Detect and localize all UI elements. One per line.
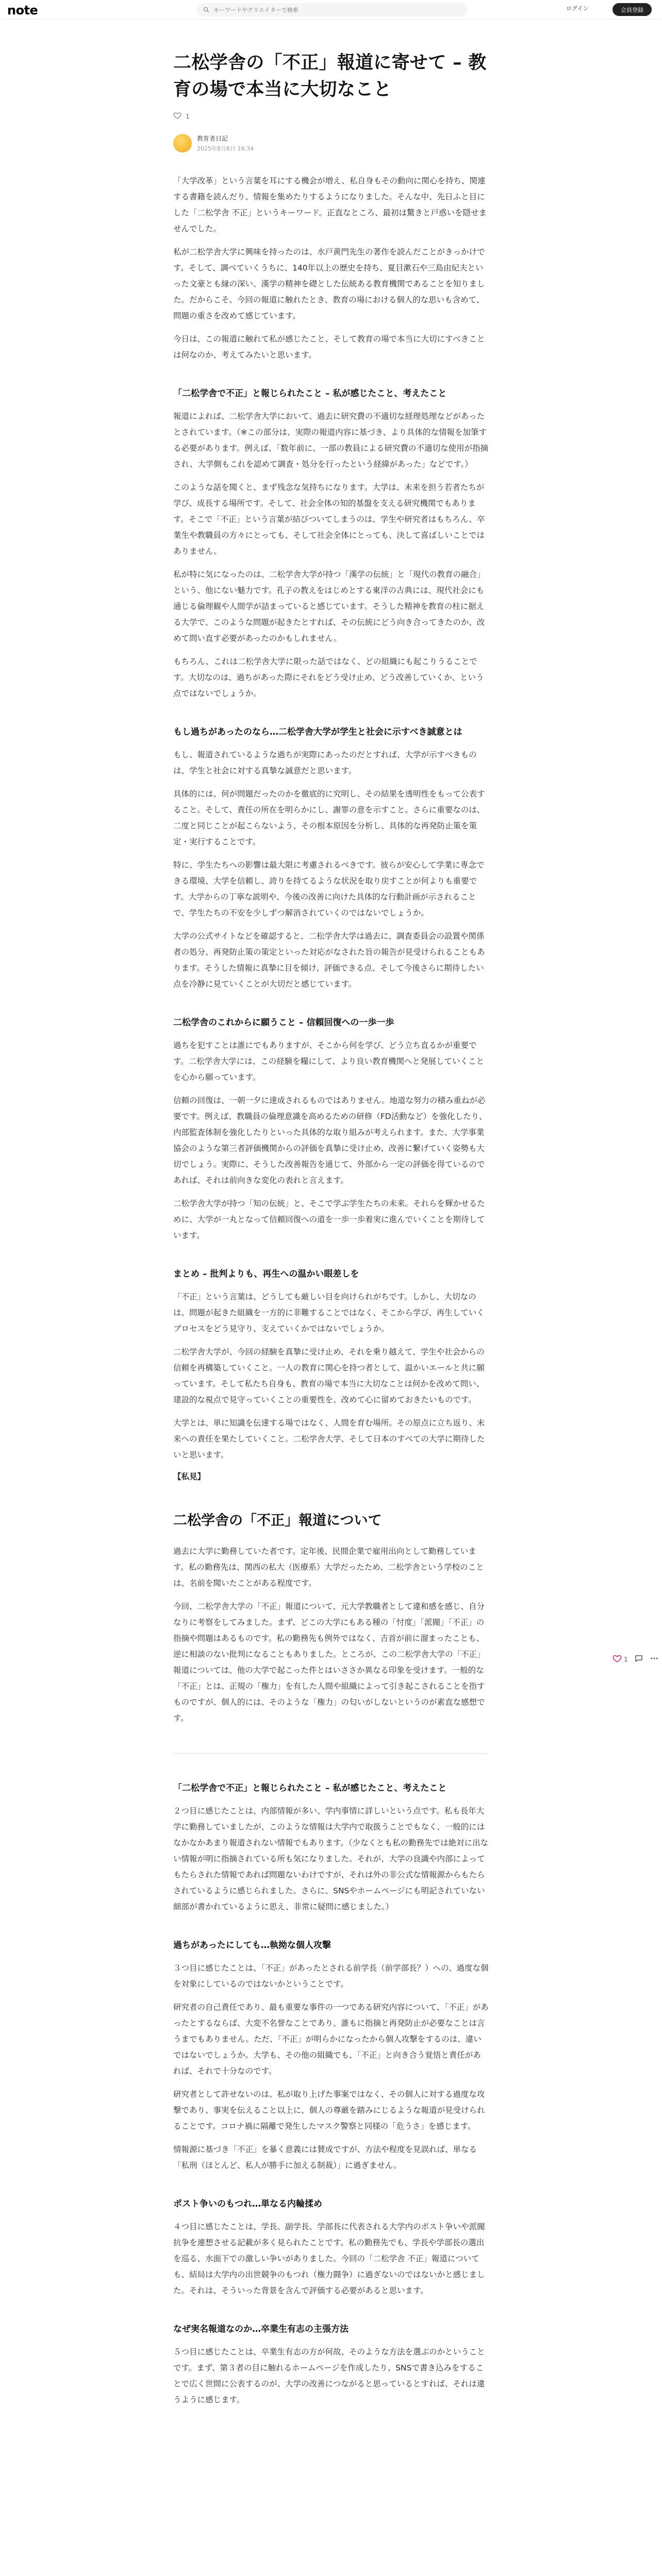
paragraph: もし、報道されているような過ちが実際にあったのだとすれば、大学が示すべきものは、学生と社会に対する真摯な誠意だと思います。 xyxy=(173,750,477,775)
paragraph: 研究者として許せないのは、私が取り上げた事案ではなく、その個人に対する過度な攻撃であり、事実を伝えること以上に、個人の尊厳を踏みにじるような報道が見受けられることです。コロナ禍に隔離で発生したマスク警察と同様の「危うさ」を感じます。 xyxy=(173,2090,485,2131)
paragraph: ２つ目に感じたことは、内部情報が多い、学内事情に詳しいという点です。私も長年大学に勤務していましたが、このような情報は大学内で取扱うことでもなく、一般的にはなかなかあまり報道されない情報でもあります。（少なくとも私の勤務先では絶対に出ない情報が明に指摘されている所も気になりました。それが、大学の良識や内部によってもたらされた情報であれば問題ないわけですが、それは外の非公式な情報源からもたらされているように感じられました。さらに、SNSやホームページにも明記されていない細部が書かれているように思え、非常に疑問に感じました。） xyxy=(173,1806,489,1911)
signature-label: 【私見】 xyxy=(173,1472,206,1481)
paragraph: 特に、学生たちへの影響は最大限に考慮されるべきです。彼らが安心して学業に専念できる環境、大学を信頼し、誇りを持てるような状況を取り戻すことが何よりも重要です。大学からの丁寧な説明や、今後の改善に向けた具体的な行動計画が示されることで、学生たちの不安を少しずつ解消されていくのではないでしょうか。 xyxy=(173,860,485,918)
paragraph: 今回、二松学舎大学の「不正」報道について、元大学教職者として違和感を感じ、自分なりに考察をしてみました。まず、どこの大学にもある種の「忖度」「派閥」「不正」の指摘や問題はあるものです。私の勤務先も例外ではなく、吉首が前に溜まったことも、逆に相談のない批判になることもありました。ところが、この二松学舎大学の「不正」報道については、他の大学で起こった件とはいささか異なる印象を受けます。一般的な「不正」とは、正規の「権力」を有した人間や組織によって引き起こされることを指すものですが、個人的には、そのような「権力」の匂いがしないというのが素直な感想です。 xyxy=(173,1602,485,1723)
comment-icon[interactable] xyxy=(634,1654,643,1665)
fab-like-count: 1 xyxy=(624,1656,628,1663)
like-count: 1 xyxy=(186,113,190,120)
section-heading: まとめ – 批判よりも、再生への温かい眼差しを xyxy=(173,1269,359,1279)
paragraph: 過去に大学に勤務していた者です。定年後、民間企業で雇用出向として勤務しています。私の勤務先は、関西の私大（医療系）大学だったため、二松学舎という学校のことは、名前を聞いたことがある程度です。 xyxy=(173,1547,484,1588)
paragraph: 過ちを犯すことは誰にでもありますが、そこから何を学び、どう立ち直るかが重要です。二松学舎大学には、この経験を糧にして、より良い教育機関へと発展していくことを心から願っています。 xyxy=(173,1041,484,1082)
article-body xyxy=(173,173,489,2408)
author-avatar[interactable] xyxy=(173,134,192,152)
paragraph: 信頼の回復は、一朝一夕に達成されるものではありません。地道な努力の積み重ねが必要です。例えば、教職員の倫理意識を高めるための研修（FD活動など）を強化したり、内部監査体制を強化したりといった具体的な取り組みが考えられます。また、大学事業協会のような第三者評価機関からの評価を真摯に受け止め、改善に繋げていく姿勢も大切でしょう。実際に、そうした改善報告を通じて、外部から一定の評価を得ているのであれば、それは前向きな変化の表れと言えます。 xyxy=(173,1096,487,1185)
section-heading: もし過ちがあったのなら…二松学舎大学が学生と社会に示すべき誠意とは xyxy=(173,727,462,737)
top-header xyxy=(0,0,662,20)
author-info xyxy=(197,134,254,152)
paragraph: 「不正」という言葉は、どうしても厳しい目を向けられがちです。しかし、大切なのは、問題が起きた組織を一方的に非難することではなく、そこから学び、再生していくプロセスをどう見守り、支えていくかではないでしょうか。 xyxy=(173,1292,485,1333)
section-heading: 「二松学舎で不正」と報じられたこと – 私が感じたこと、考えたこと xyxy=(173,388,447,399)
paragraph: ５つ目に感じたことは、卒業生有志の方が何故、そのような方法を選ぶのかということです。まず、第３者の目に触れるホームページを作成したり、SNSで書き込みをすることで広く世間に公表するのが、大学の改善につながると思っているとすれば、それは違うように感じます。 xyxy=(173,2347,485,2404)
paragraph: 具体的には、何が問題だったのかを徹底的に究明し、その結果を透明性をもって公表すること。そして、責任の所在を明らかにし、謝罪の意を示すこと。さらに重要なのは、二度と同じことが起こらないよう、その根本原因を分析し、具体的な再発防止策を策定・実行することです。 xyxy=(173,789,485,846)
paragraph: 私が二松学舎大学に興味を持ったのは、水戸黄門先生の著作を読んだことがきっかけです。そして、調べていくうちに、140年以上の歴史を持ち、夏目漱石や三島由紀夫といった文豪とも縁の深い、漢学の精神を礎とした伝統ある教育機関であることを知りました。だからこそ、今回の報道に触れたとき、教育の場における個人的な思いも含めて、問題の重さを改めて感じています。 xyxy=(173,247,485,320)
section-heading: 過ちがあったにしても…執拗な個人攻撃 xyxy=(173,1940,331,1951)
paragraph: 二松学舎大学が持つ「知の伝統」と、そこで学ぶ学生たちの未来。それらを輝かせるために、大学が一丸となって信頼回復への道を一歩一歩着実に進んでいくことを期待しています。 xyxy=(173,1199,485,1240)
section-heading: 二松学舎のこれからに願うこと – 信頼回復への一歩一歩 xyxy=(173,1018,394,1028)
note-logo[interactable]: note xyxy=(7,3,38,18)
paragraph: 報道によれば、二松学舎大学において、過去に研究費の不適切な経理処理などがあったとされています。（※この部分は、実際の報道内容に基づき、より具体的な情報を加筆する必要があります。例えば、「数年前に、一部の教員による研究費の不適切な使用が指摘され、大学側もこれを認めて調査・処分を行ったという経緯があった」などです。） xyxy=(173,412,489,469)
paragraph: もちろん、これは二松学舎大学に限った話ではなく、どの組織にも起こりうることです。大切なのは、過ちがあった際にそれをどう受け止め、どう改善していくか、という点ではないでしょうか。 xyxy=(173,657,484,698)
section-heading: ポスト争いのもつれ…単なる内輪揉め xyxy=(173,2199,322,2209)
author-row xyxy=(173,134,489,152)
paragraph: 大学とは、単に知識を伝達する場ではなく、人間を育む場所。その原点に立ち返り、未来への責任を果たしていくこと。二松学舎大学、そして日本のすべての大学に期待したいと思います。 xyxy=(173,1418,485,1460)
paragraph: 二松学舎大学が、今回の経験を真摯に受け止め、それを乗り越えて、学生や社会からの信頼を再構築していくこと。一人の教育に関心を持つ者として、温かいエールと共に願っています。そして私たち自身も、教育の場で本当に大切なことは何かを改めて問い、建設的な視点で見守っていくことの重要性を、改めて心に留めておきたいものです。 xyxy=(173,1347,485,1404)
paragraph: 大学の公式サイトなどを確認すると、二松学舎大学は過去に、調査委員会の設置や関係者の処分、再発防止策の策定といった対応がなされた旨の報告が見受けられることもあります。そうした情報に真摯に目を傾け、評価できる点、そして今後さらに期待したい点を冷静に見ていくことが大切だと感じています。 xyxy=(173,931,485,989)
section-heading: なぜ実名報道なのか…卒業生有志の主張方法 xyxy=(173,2324,349,2334)
author-name[interactable]: 教育者日記 xyxy=(197,135,228,142)
paragraph: 情報源に基づき「不正」を暴く意義には賛成ですが、方法や程度を見誤れば、単なる「私刑（ほとんど、私人が勝手に加える制裁）」に過ぎません。 xyxy=(173,2145,477,2170)
paragraph: 私が特に気になったのは、二松学舎大学が持つ「漢学の伝統」と「現代の教育の融合」という、他にない魅力です。孔子の教えをはじめとする東洋の古典には、現代社会にも通じる倫理観や人間学が詰まっていると感じています。そうした精神を教育の柱に据える大学で、このような問題が起きたとすれば、その伝統にどう向き合ってきたのか、改めて問い直す必要があったのかもしれません。 xyxy=(173,570,485,643)
paragraph: ３つ目に感じたことは、「不正」があったとされる前学長（前学部長？）への、過度な個を対象にしているのではないかということです。 xyxy=(173,1963,489,1989)
article xyxy=(173,49,489,2415)
signup-button[interactable]: 会員登録 xyxy=(613,3,652,16)
publish-date: 2025年8月6日 16:34 xyxy=(197,145,254,152)
login-link[interactable]: ログイン xyxy=(566,5,589,12)
paragraph: 今日は、この報道に触れて私が感じたこと、そして教育の場で本当に大切にすべきことは何なのか、考えてみたいと思います。 xyxy=(173,334,485,360)
search-box[interactable] xyxy=(197,3,468,16)
paragraph: ４つ目に感じたことは、学長、副学長、学部長に代表される大学内のポスト争いや派閥抗争を連想させる記載が多く見られたことです。私の勤務先でも、学長や学部長の選出を巡る、水面下での激しい争いがありました。今回の「二松学舎 不正」報道についても、結局は大学内の出世競争のもつれ（権力闘争）に過ぎないのではないかと感じました。それは、そういった背景を含んで評価する必要があると思います。 xyxy=(173,2222,485,2295)
heart-icon[interactable] xyxy=(173,111,181,122)
more-icon[interactable] xyxy=(650,1654,659,1665)
paragraph: このような話を聞くと、まず残念な気持ちになります。大学は、未来を担う若者たちが学び、成長する場所です。そして、社会全体の知的基盤を支える研究機関でもあります。そこで「不正」という言葉が結びついてしまうのは、学生や研究者はもちろん、卒業生や教職員の方々にとっても、そして社会全体にとっても、決して喜ばしいことではありません。 xyxy=(173,483,485,556)
floating-action-bar xyxy=(613,1654,659,1665)
article-title: 二松学舎の「不正」報道に寄せて – 教育の場で本当に大切なこと xyxy=(173,53,487,100)
like-row xyxy=(173,111,489,122)
paragraph: 「大学改革」という言葉を耳にする機会が増え、私自身もその動向に関心を持ち、関連する書籍を読んだり、情報を集めたりするようになりました。そんな中、先日ふと目にした「二松学舎 不正」というキーワード。正直なところ、最初は驚きと戸惑いを隠せませんでした。 xyxy=(173,176,487,233)
divider xyxy=(173,1753,489,1754)
section-heading: 「二松学舎で不正」と報じられたこと – 私が感じたこと、考えたこと xyxy=(173,1783,447,1793)
paragraph: 研究者の自己責任であり、最も重要な事件の一つである研究内容について、「不正」があったとするならば、大変不名誉なことであり、誰もに指摘と再発防止が必要なことは言うまでもありません。ただ、「不正」が明らかになったから個人攻撃をするのは、違いではないでしょうか。大学も、その他の組織でも、「不正」と向き合う覚悟と責任があれば、それで十分なのです。 xyxy=(173,2003,489,2076)
search-input[interactable] xyxy=(213,7,451,13)
section-heading: 二松学舎の「不正」報道について xyxy=(173,1513,382,1529)
like-heart-icon[interactable] xyxy=(613,1654,622,1665)
search-icon xyxy=(203,5,209,15)
